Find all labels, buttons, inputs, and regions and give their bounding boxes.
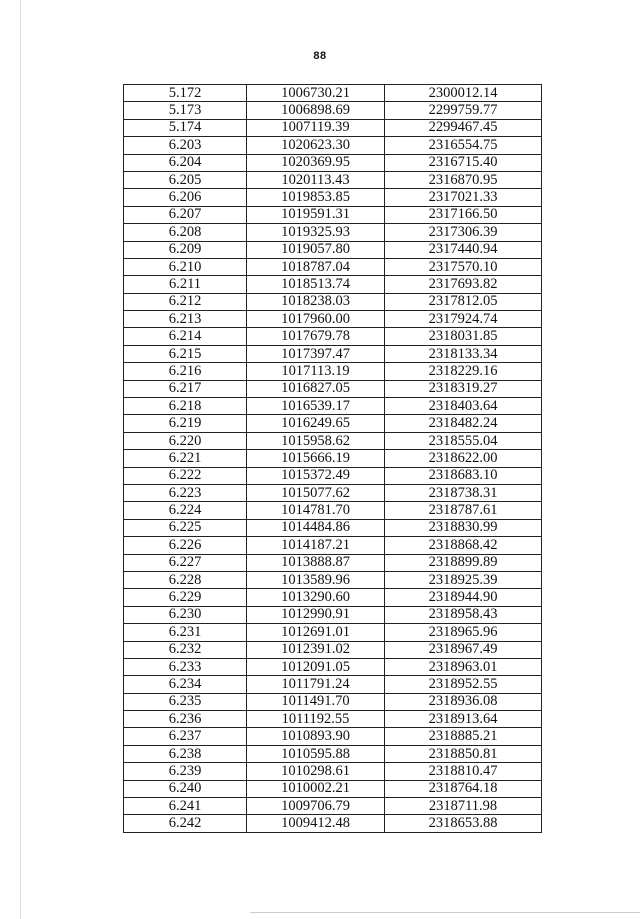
table-row [124, 119, 542, 136]
table-row [124, 815, 542, 832]
point-id-cell: 6.204 [124, 154, 247, 171]
x-coordinate-cell: 1016827.05 [247, 380, 385, 397]
x-coordinate-cell: 1016249.65 [247, 415, 385, 432]
y-coordinate-cell: 2318885.21 [385, 728, 542, 745]
table-row [124, 693, 542, 710]
x-coordinate-cell: 1011192.55 [247, 711, 385, 728]
point-id-cell: 6.214 [124, 328, 247, 345]
point-id-cell: 6.236 [124, 711, 247, 728]
x-coordinate-cell: 1006898.69 [247, 102, 385, 119]
x-coordinate-cell: 1012091.05 [247, 658, 385, 675]
point-id-cell: 6.223 [124, 484, 247, 501]
x-coordinate-cell: 1013290.60 [247, 589, 385, 606]
point-id-cell: 6.222 [124, 467, 247, 484]
point-id-cell: 6.235 [124, 693, 247, 710]
y-coordinate-cell: 2317570.10 [385, 258, 542, 275]
x-coordinate-cell: 1012990.91 [247, 606, 385, 623]
table-row [124, 206, 542, 223]
x-coordinate-cell: 1010298.61 [247, 763, 385, 780]
point-id-cell: 6.212 [124, 293, 247, 310]
y-coordinate-cell: 2318764.18 [385, 780, 542, 797]
table-row [124, 467, 542, 484]
x-coordinate-cell: 1015372.49 [247, 467, 385, 484]
point-id-cell: 6.228 [124, 571, 247, 588]
table-row [124, 589, 542, 606]
y-coordinate-cell: 2317924.74 [385, 311, 542, 328]
point-id-cell: 6.241 [124, 798, 247, 815]
table-row [124, 711, 542, 728]
x-coordinate-cell: 1019853.85 [247, 189, 385, 206]
table-row [124, 432, 542, 449]
x-coordinate-cell: 1010893.90 [247, 728, 385, 745]
x-coordinate-cell: 1017113.19 [247, 363, 385, 380]
table-row [124, 398, 542, 415]
y-coordinate-cell: 2318683.10 [385, 467, 542, 484]
table-row [124, 606, 542, 623]
x-coordinate-cell: 1012391.02 [247, 641, 385, 658]
point-id-cell: 6.226 [124, 537, 247, 554]
table-row [124, 85, 542, 102]
table-row [124, 658, 542, 675]
point-id-cell: 6.237 [124, 728, 247, 745]
x-coordinate-cell: 1017679.78 [247, 328, 385, 345]
y-coordinate-cell: 2318963.01 [385, 658, 542, 675]
table-row [124, 171, 542, 188]
y-coordinate-cell: 2299759.77 [385, 102, 542, 119]
x-coordinate-cell: 1018513.74 [247, 276, 385, 293]
x-coordinate-cell: 1007119.39 [247, 119, 385, 136]
coordinates-table-body [124, 85, 542, 833]
point-id-cell: 6.208 [124, 224, 247, 241]
point-id-cell: 6.234 [124, 676, 247, 693]
table-row [124, 380, 542, 397]
x-coordinate-cell: 1009706.79 [247, 798, 385, 815]
x-coordinate-cell: 1019057.80 [247, 241, 385, 258]
x-coordinate-cell: 1012691.01 [247, 624, 385, 641]
table-row [124, 241, 542, 258]
table-row [124, 484, 542, 501]
table-row [124, 224, 542, 241]
y-coordinate-cell: 2318965.96 [385, 624, 542, 641]
x-coordinate-cell: 1013888.87 [247, 554, 385, 571]
table-row [124, 258, 542, 275]
y-coordinate-cell: 2317306.39 [385, 224, 542, 241]
point-id-cell: 6.229 [124, 589, 247, 606]
y-coordinate-cell: 2318868.42 [385, 537, 542, 554]
x-coordinate-cell: 1010002.21 [247, 780, 385, 797]
point-id-cell: 6.217 [124, 380, 247, 397]
x-coordinate-cell: 1011491.70 [247, 693, 385, 710]
table-row [124, 676, 542, 693]
y-coordinate-cell: 2318913.64 [385, 711, 542, 728]
y-coordinate-cell: 2316554.75 [385, 137, 542, 154]
table-row [124, 328, 542, 345]
page-number: 88 [313, 50, 327, 62]
page-left-edge [20, 0, 21, 919]
y-coordinate-cell: 2318555.04 [385, 432, 542, 449]
table-row [124, 624, 542, 641]
table-row [124, 293, 542, 310]
point-id-cell: 6.242 [124, 815, 247, 832]
table-row [124, 763, 542, 780]
y-coordinate-cell: 2318403.64 [385, 398, 542, 415]
table-row [124, 537, 542, 554]
y-coordinate-cell: 2299467.45 [385, 119, 542, 136]
y-coordinate-cell: 2318850.81 [385, 745, 542, 762]
x-coordinate-cell: 1017397.47 [247, 345, 385, 362]
point-id-cell: 6.233 [124, 658, 247, 675]
table-row [124, 137, 542, 154]
y-coordinate-cell: 2317440.94 [385, 241, 542, 258]
point-id-cell: 6.205 [124, 171, 247, 188]
table-row [124, 345, 542, 362]
y-coordinate-cell: 2318944.90 [385, 589, 542, 606]
table-row [124, 450, 542, 467]
x-coordinate-cell: 1017960.00 [247, 311, 385, 328]
point-id-cell: 5.174 [124, 119, 247, 136]
table-row [124, 415, 542, 432]
point-id-cell: 5.173 [124, 102, 247, 119]
point-id-cell: 6.206 [124, 189, 247, 206]
y-coordinate-cell: 2318958.43 [385, 606, 542, 623]
y-coordinate-cell: 2318936.08 [385, 693, 542, 710]
x-coordinate-cell: 1014484.86 [247, 519, 385, 536]
y-coordinate-cell: 2318031.85 [385, 328, 542, 345]
x-coordinate-cell: 1014187.21 [247, 537, 385, 554]
point-id-cell: 6.216 [124, 363, 247, 380]
x-coordinate-cell: 1010595.88 [247, 745, 385, 762]
y-coordinate-cell: 2318319.27 [385, 380, 542, 397]
y-coordinate-cell: 2318738.31 [385, 484, 542, 501]
x-coordinate-cell: 1006730.21 [247, 85, 385, 102]
x-coordinate-cell: 1019325.93 [247, 224, 385, 241]
point-id-cell: 6.219 [124, 415, 247, 432]
y-coordinate-cell: 2318653.88 [385, 815, 542, 832]
x-coordinate-cell: 1015958.62 [247, 432, 385, 449]
y-coordinate-cell: 2317812.05 [385, 293, 542, 310]
y-coordinate-cell: 2318830.99 [385, 519, 542, 536]
y-coordinate-cell: 2318810.47 [385, 763, 542, 780]
table-row [124, 798, 542, 815]
point-id-cell: 6.231 [124, 624, 247, 641]
table-row [124, 189, 542, 206]
table-row [124, 154, 542, 171]
x-coordinate-cell: 1013589.96 [247, 571, 385, 588]
x-coordinate-cell: 1015077.62 [247, 484, 385, 501]
point-id-cell: 6.213 [124, 311, 247, 328]
table-row [124, 728, 542, 745]
table-row [124, 641, 542, 658]
x-coordinate-cell: 1018238.03 [247, 293, 385, 310]
point-id-cell: 6.240 [124, 780, 247, 797]
y-coordinate-cell: 2318711.98 [385, 798, 542, 815]
point-id-cell: 6.221 [124, 450, 247, 467]
table-row [124, 311, 542, 328]
y-coordinate-cell: 2300012.14 [385, 85, 542, 102]
table-row [124, 502, 542, 519]
x-coordinate-cell: 1020113.43 [247, 171, 385, 188]
table-row [124, 554, 542, 571]
point-id-cell: 6.218 [124, 398, 247, 415]
table-row [124, 102, 542, 119]
point-id-cell: 6.210 [124, 258, 247, 275]
point-id-cell: 6.230 [124, 606, 247, 623]
point-id-cell: 6.227 [124, 554, 247, 571]
point-id-cell: 6.211 [124, 276, 247, 293]
point-id-cell: 6.232 [124, 641, 247, 658]
x-coordinate-cell: 1020623.30 [247, 137, 385, 154]
point-id-cell: 6.207 [124, 206, 247, 223]
x-coordinate-cell: 1018787.04 [247, 258, 385, 275]
y-coordinate-cell: 2316715.40 [385, 154, 542, 171]
table-row [124, 276, 542, 293]
y-coordinate-cell: 2318787.61 [385, 502, 542, 519]
y-coordinate-cell: 2318622.00 [385, 450, 542, 467]
x-coordinate-cell: 1019591.31 [247, 206, 385, 223]
table-row [124, 780, 542, 797]
point-id-cell: 6.209 [124, 241, 247, 258]
y-coordinate-cell: 2316870.95 [385, 171, 542, 188]
x-coordinate-cell: 1016539.17 [247, 398, 385, 415]
point-id-cell: 6.225 [124, 519, 247, 536]
y-coordinate-cell: 2318952.55 [385, 676, 542, 693]
y-coordinate-cell: 2318482.24 [385, 415, 542, 432]
x-coordinate-cell: 1009412.48 [247, 815, 385, 832]
point-id-cell: 6.215 [124, 345, 247, 362]
x-coordinate-cell: 1014781.70 [247, 502, 385, 519]
point-id-cell: 6.238 [124, 745, 247, 762]
table-row [124, 519, 542, 536]
coordinates-table [123, 84, 542, 833]
point-id-cell: 6.239 [124, 763, 247, 780]
point-id-cell: 6.220 [124, 432, 247, 449]
y-coordinate-cell: 2317166.50 [385, 206, 542, 223]
y-coordinate-cell: 2317021.33 [385, 189, 542, 206]
y-coordinate-cell: 2317693.82 [385, 276, 542, 293]
y-coordinate-cell: 2318229.16 [385, 363, 542, 380]
x-coordinate-cell: 1011791.24 [247, 676, 385, 693]
y-coordinate-cell: 2318133.34 [385, 345, 542, 362]
table-row [124, 571, 542, 588]
point-id-cell: 6.203 [124, 137, 247, 154]
x-coordinate-cell: 1015666.19 [247, 450, 385, 467]
point-id-cell: 5.172 [124, 85, 247, 102]
table-row [124, 745, 542, 762]
point-id-cell: 6.224 [124, 502, 247, 519]
table-row [124, 363, 542, 380]
y-coordinate-cell: 2318967.49 [385, 641, 542, 658]
x-coordinate-cell: 1020369.95 [247, 154, 385, 171]
page-bottom-edge [250, 912, 640, 913]
y-coordinate-cell: 2318925.39 [385, 571, 542, 588]
y-coordinate-cell: 2318899.89 [385, 554, 542, 571]
